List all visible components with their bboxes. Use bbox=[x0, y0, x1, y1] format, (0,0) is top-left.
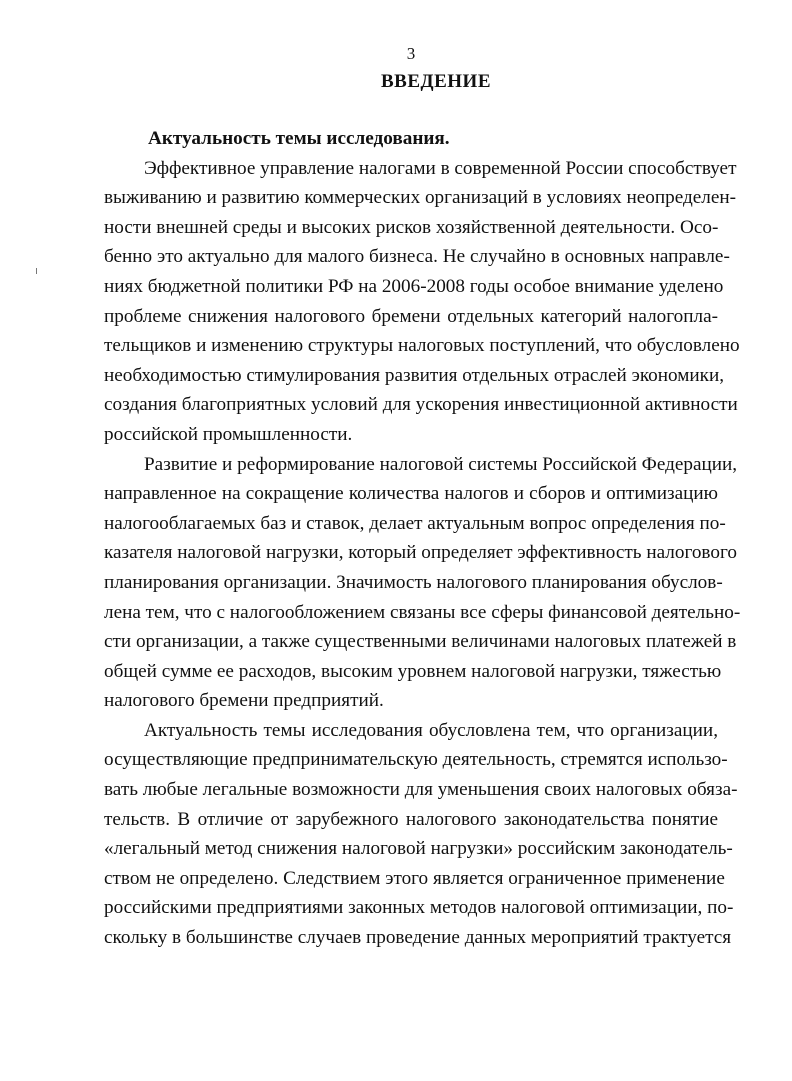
text-line: тельств. В отличие от зарубежного налогового законодательства понятие bbox=[104, 808, 718, 830]
scan-artifact-mark bbox=[36, 268, 37, 274]
text-line: общей сумме ее расходов, высоким уровнем налоговой нагрузки, тяжестью bbox=[104, 660, 722, 682]
page-title: ВВЕДЕНИЕ bbox=[381, 71, 491, 92]
document-body bbox=[104, 124, 741, 953]
text-line: лена тем, что с налогообложением связаны все сферы финансовой деятельно- bbox=[104, 601, 741, 623]
text-line: российской промышленности. bbox=[104, 423, 353, 445]
text-line: выживанию и развитию коммерческих организаций в условиях неопределен- bbox=[104, 187, 736, 209]
paragraph bbox=[104, 450, 741, 716]
text-line: казателя налоговой нагрузки, который определяет эффективность налогового bbox=[104, 542, 737, 564]
section-heading: Актуальность темы исследования. bbox=[148, 128, 450, 149]
text-line: ности внешней среды и высоких рисков хозяйственной деятельности. Осо- bbox=[104, 216, 719, 238]
text-line: проблеме снижения налогового бремени отдельных категорий налогопла- bbox=[104, 305, 718, 327]
text-line: российскими предприятиями законных методов налоговой оптимизации, по- bbox=[104, 897, 734, 919]
text-line: необходимостью стимулирования развития отдельных отраслей экономики, bbox=[104, 364, 725, 386]
text-line: налогового бремени предприятий. bbox=[104, 690, 384, 712]
text-line: осуществляющие предпринимательскую деятельность, стремятся использо- bbox=[104, 749, 728, 771]
text-line: скольку в большинстве случаев проведение данных мероприятий трактуется bbox=[104, 927, 732, 949]
text-line: налогооблагаемых баз и ставок, делает актуальным вопрос определения по- bbox=[104, 512, 726, 534]
text-line: Эффективное управление налогами в современной России способствует bbox=[144, 157, 737, 179]
text-line: сти организации, а также существенными величинами налоговых платежей в bbox=[104, 631, 737, 653]
text-line: направленное на сокращение количества налогов и сборов и оптимизацию bbox=[104, 483, 718, 505]
text-line: тельщиков и изменению структуры налоговых поступлений, что обусловлено bbox=[104, 335, 740, 357]
paragraph bbox=[104, 716, 738, 953]
paragraph bbox=[104, 154, 740, 450]
text-line: ством не определено. Следствием этого является ограниченное применение bbox=[104, 867, 725, 889]
text-line: создания благоприятных условий для ускорения инвестиционной активности bbox=[104, 394, 738, 416]
text-line: планирования организации. Значимость налогового планирования обуслов- bbox=[104, 571, 723, 593]
paragraphs-container bbox=[104, 154, 741, 953]
text-line: вать любые легальные возможности для уменьшения своих налоговых обяза- bbox=[104, 779, 738, 801]
text-line: бенно это актуально для малого бизнеса. Не случайно в основных направле- bbox=[104, 246, 730, 268]
text-line: «легальный метод снижения налоговой нагрузки» российским законодатель- bbox=[104, 838, 733, 860]
text-line: Актуальность темы исследования обусловлена тем, что организации, bbox=[144, 719, 718, 741]
text-line: Развитие и реформирование налоговой системы Российской Федерации, bbox=[144, 453, 738, 475]
page-number: 3 bbox=[406, 44, 416, 63]
text-line: ниях бюджетной политики РФ на 2006-2008 годы особое внимание уделено bbox=[104, 275, 724, 297]
